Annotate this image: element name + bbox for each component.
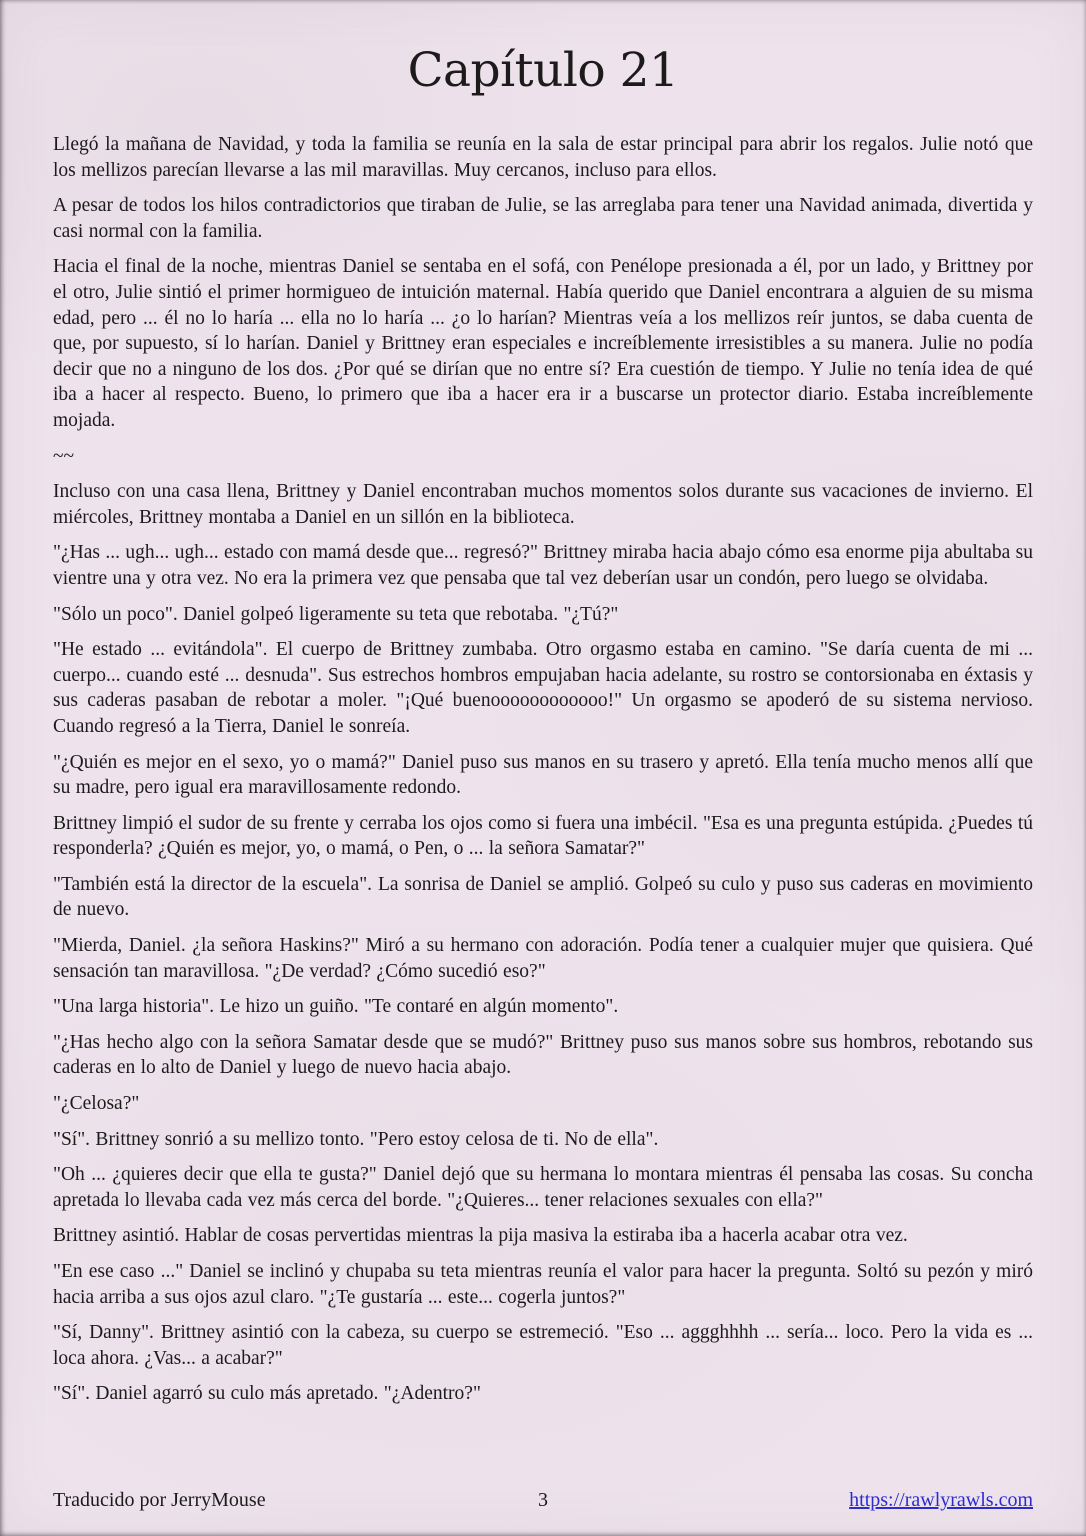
paragraph: Llegó la mañana de Navidad, y toda la familia se reunía en la sala de estar principal para abrir los regalos. Julie notó que los mellizos parecían llevarse a las mil maravillas. Muy cercanos, incluso para ellos. [53, 134, 1033, 181]
paragraph: "¿Has hecho algo con la señora Samatar desde que se mudó?" Brittney puso sus manos sobre sus hombros, rebotando sus caderas en lo alto de Daniel y luego de nuevo hacia abajo. [53, 1031, 1033, 1079]
section-separator: ~~ [53, 445, 75, 467]
paragraph: Brittney limpió el sudor de su frente y cerraba los ojos como si fuera una imbécil. "Esa es una pregunta estúpida. ¿Puedes tú responderla? ¿Quién es mejor, yo, o mamá, o Pen, o ... la señora Samatar?" [53, 812, 1033, 860]
paragraph: "¿Quién es mejor en el sexo, yo o mamá?" Daniel puso sus manos en su trasero y apretó. Ella tenía mucho menos allí que su madre, pero igual era maravillosamente redondo. [53, 751, 1033, 799]
paragraph: "Sí". Brittney sonrió a su mellizo tonto. "Pero estoy celosa de ti. No de ella". [53, 1128, 659, 1150]
paragraph: "Una larga historia". Le hizo un guiño. "Te contaré en algún momento". [53, 996, 619, 1018]
paragraph: "Sí". Daniel agarró su culo más apretado. "¿Adentro?" [53, 1383, 481, 1405]
translator-credit: Traducido por JerryMouse [53, 1489, 266, 1511]
paragraph: "Sí, Danny". Brittney asintió con la cabeza, su cuerpo se estremeció. "Eso ... aggghhhh ... sería... loco. Pero la vida es ... loca ahora. ¿Vas... a acabar?" [53, 1322, 1033, 1369]
paragraph: "¿Has ... ugh... ugh... estado con mamá desde que... regresó?" Brittney miraba hacia abajo cómo esa enorme pija abultaba su vientre una y otra vez. No era la primera vez que pensaba que tal vez deberían usar un condón, pero luego se olvidaba. [53, 542, 1033, 589]
paragraph: Hacia el final de la noche, mientras Daniel se sentaba en el sofá, con Penélope presionada a él, por un lado, y Brittney por el otro, Julie sintió el primer hormigueo de intuición maternal. Había querido que Daniel encontrara a alguien de su misma edad, pero ... él no lo haría ... ella no lo haría ... ¿o lo harían? Mientras veía a los mellizos reír juntos, se daba cuenta de que, por supuesto, sí lo harían. Daniel y Brittney eran especiales e increíblemente irresistibles a su manera. Julie no podía decir que no a ninguno de los dos. ¿Por qué se dirían que no entre sí? Era cuestión de tiempo. Y Julie no tenía idea de qué iba a hacer al respecto. Bueno, lo primero que iba a hacer era ir a buscarse un protector diario. Estaba increíblemente mojada. [53, 256, 1033, 431]
page-number: 3 [538, 1489, 548, 1511]
source-link[interactable]: https://rawlyrawls.com [849, 1489, 1033, 1511]
paragraph: "Mierda, Daniel. ¿la señora Haskins?" Miró a su hermano con adoración. Podía tener a cualquier mujer que quisiera. Qué sensación tan maravillosa. "¿De verdad? ¿Cómo sucedió eso?" [53, 935, 1033, 982]
paragraph: "También está la director de la escuela". La sonrisa de Daniel se amplió. Golpeó su culo y puso sus caderas en movimiento de nuevo. [53, 873, 1033, 921]
paragraph: Incluso con una casa llena, Brittney y Daniel encontraban muchos momentos solos durante sus vacaciones de invierno. El miércoles, Brittney montaba a Daniel en un sillón en la biblioteca. [53, 481, 1033, 528]
paragraph: Brittney asintió. Hablar de cosas pervertidas mientras la pija masiva la estiraba iba a hacerla acabar otra vez. [53, 1225, 908, 1247]
page-footer [53, 1489, 1033, 1512]
paragraph: "¿Celosa?" [53, 1093, 140, 1115]
chapter-title: Capítulo 21 [407, 43, 679, 98]
paragraph: "Oh ... ¿quieres decir que ella te gusta?" Daniel dejó que su hermana lo montara mientras él pensaba las cosas. Su concha apretada lo llevaba cada vez más cerca del borde. "¿Quieres... tener relaciones sexuales con ella?" [53, 1164, 1033, 1211]
paragraph: A pesar de todos los hilos contradictorios que tiraban de Julie, se las arreglaba para tener una Navidad animada, divertida y casi normal con la familia. [53, 195, 1033, 242]
chapter-body [53, 132, 1033, 1407]
paragraph: "He estado ... evitándola". El cuerpo de Brittney zumbaba. Otro orgasmo estaba en camino. "Se daría cuenta de mi ... cuerpo... cuando esté ... desnuda". Sus estrechos hombros empujaban hacia adelante, su rostro se contorsionaba en éxtasis y sus caderas pasaban de rebotar a moler. "¡Qué buenoooooooooooo!" Un orgasmo se apoderó de su sistema nervioso. Cuando regresó a la Tierra, Daniel le sonreía. [53, 639, 1033, 737]
paragraph: "Sólo un poco". Daniel golpeó ligeramente su teta que rebotaba. "¿Tú?" [53, 603, 619, 625]
paragraph: "En ese caso ..." Daniel se inclinó y chupaba su teta mientras reunía el valor para hacer la pregunta. Soltó su pezón y miró hacia arriba a sus ojos azul claro. "¿Te gustaría ... este... cogerla juntos?" [53, 1261, 1033, 1308]
